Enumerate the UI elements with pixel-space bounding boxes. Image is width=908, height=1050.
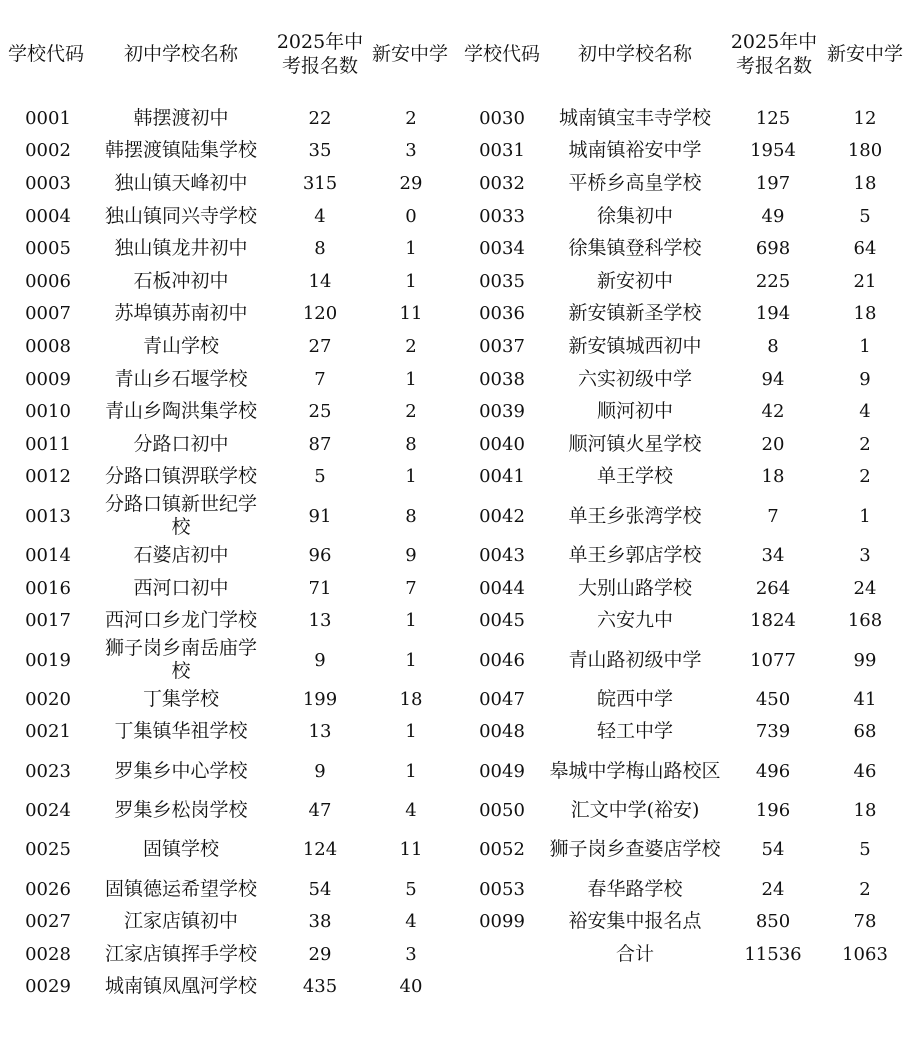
cell-count: 8 <box>767 335 779 357</box>
header-xinan: 新安中学 <box>826 43 903 65</box>
cell-count: 264 <box>755 577 791 599</box>
cell-name: 江家店镇挥手学校 <box>104 942 257 965</box>
cell-count: 34 <box>761 544 785 566</box>
table-row <box>456 938 908 971</box>
table-row <box>0 827 454 873</box>
cell-name: 固镇学校 <box>142 838 219 861</box>
table-row <box>456 637 908 683</box>
cell-name: 轻工中学 <box>596 720 673 743</box>
cell-code: 0010 <box>25 401 71 423</box>
cell-count: 125 <box>755 107 791 129</box>
table-row <box>0 794 454 827</box>
cell-name: 石板冲初中 <box>133 269 229 292</box>
header-name: 初中学校名称 <box>123 43 238 65</box>
table-row <box>0 135 454 168</box>
cell-xinan: 1 <box>405 238 417 260</box>
cell-code: 0025 <box>25 839 71 861</box>
cell-xinan: 8 <box>405 433 417 455</box>
cell-xinan: 18 <box>853 172 877 194</box>
cell-xinan: 24 <box>853 577 877 599</box>
cell-code: 0019 <box>25 649 71 671</box>
cell-code: 0001 <box>25 107 71 129</box>
cell-count: 7 <box>314 368 326 390</box>
cell-name: 青山路初级中学 <box>568 648 702 671</box>
cell-count: 35 <box>308 140 332 162</box>
cell-name: 新安初中 <box>596 269 673 292</box>
cell-count: 739 <box>755 721 791 743</box>
cell-name: 裕安集中报名点 <box>568 910 702 933</box>
cell-name: 独山镇龙井初中 <box>114 237 248 260</box>
table-row <box>0 493 454 539</box>
cell-xinan: 5 <box>405 878 417 900</box>
cell-xinan: 18 <box>399 688 423 710</box>
cell-name: 单王乡郭店学校 <box>568 543 702 566</box>
table-row <box>456 428 908 461</box>
cell-name: 合计 <box>615 942 654 965</box>
cell-count: 199 <box>302 688 338 710</box>
cell-xinan: 4 <box>859 401 871 423</box>
header-count: 2025年中考报名数 <box>276 31 364 77</box>
cell-xinan: 4 <box>405 911 417 933</box>
table-row <box>0 572 454 605</box>
cell-code: 0042 <box>479 505 525 527</box>
cell-code: 0035 <box>479 270 525 292</box>
cell-code: 0044 <box>479 577 525 599</box>
table-row <box>456 683 908 716</box>
cell-xinan: 1063 <box>842 943 888 965</box>
cell-name: 青山学校 <box>142 334 219 357</box>
cell-code: 0012 <box>25 466 71 488</box>
cell-code: 0005 <box>25 238 71 260</box>
table-row <box>456 232 908 265</box>
cell-count: 698 <box>755 238 791 260</box>
cell-name: 顺河初中 <box>596 400 673 423</box>
cell-xinan: 29 <box>399 172 423 194</box>
cell-xinan: 2 <box>859 466 871 488</box>
table-row <box>456 827 908 873</box>
cell-count: 496 <box>755 760 791 782</box>
cell-xinan: 1 <box>405 368 417 390</box>
cell-xinan: 41 <box>853 688 877 710</box>
table-row <box>456 265 908 298</box>
table-row <box>0 330 454 363</box>
cell-xinan: 18 <box>853 303 877 325</box>
cell-name: 固镇德运希望学校 <box>104 877 257 900</box>
cell-xinan: 64 <box>853 238 877 260</box>
cell-xinan: 1 <box>405 466 417 488</box>
cell-xinan: 1 <box>405 721 417 743</box>
table-row <box>0 200 454 233</box>
cell-count: 42 <box>761 401 785 423</box>
table-row <box>456 298 908 331</box>
cell-count: 47 <box>308 799 332 821</box>
cell-code: 0049 <box>479 760 525 782</box>
cell-xinan: 46 <box>853 760 877 782</box>
table-row <box>456 748 908 794</box>
cell-name: 城南镇凤凰河学校 <box>104 975 257 998</box>
cell-code: 0021 <box>25 721 71 743</box>
table-row <box>0 905 454 938</box>
cell-xinan: 4 <box>405 799 417 821</box>
table-row <box>456 539 908 572</box>
cell-xinan: 1 <box>859 335 871 357</box>
table-row <box>0 298 454 331</box>
cell-name: 独山镇同兴寺学校 <box>104 204 257 227</box>
cell-name: 春华路学校 <box>587 877 683 900</box>
cell-code: 0030 <box>479 107 525 129</box>
cell-code: 0007 <box>25 303 71 325</box>
cell-name: 丁集镇华祖学校 <box>114 720 248 743</box>
cell-name: 苏埠镇苏南初中 <box>114 302 248 325</box>
table-row <box>456 200 908 233</box>
cell-xinan: 5 <box>859 205 871 227</box>
cell-code: 0002 <box>25 140 71 162</box>
cell-count: 71 <box>308 577 332 599</box>
cell-xinan: 2 <box>859 878 871 900</box>
cell-count: 7 <box>767 505 779 527</box>
cell-xinan: 3 <box>405 943 417 965</box>
cell-code: 0034 <box>479 238 525 260</box>
cell-count: 11536 <box>744 943 802 965</box>
cell-code: 0043 <box>479 544 525 566</box>
cell-name: 新安镇新圣学校 <box>568 302 702 325</box>
table-row <box>456 330 908 363</box>
cell-xinan: 1 <box>405 760 417 782</box>
cell-count: 27 <box>308 335 332 357</box>
cell-code: 0029 <box>25 976 71 998</box>
cell-count: 54 <box>761 839 785 861</box>
cell-name: 石婆店初中 <box>133 543 229 566</box>
cell-count: 22 <box>308 107 332 129</box>
cell-code: 0013 <box>25 505 71 527</box>
table-row <box>0 395 454 428</box>
cell-xinan: 1 <box>405 649 417 671</box>
cell-count: 1077 <box>750 649 796 671</box>
table-row <box>456 461 908 494</box>
table-row <box>0 428 454 461</box>
cell-xinan: 168 <box>847 610 883 632</box>
cell-xinan: 99 <box>853 649 877 671</box>
cell-xinan: 11 <box>399 303 423 325</box>
cell-code: 0011 <box>25 433 71 455</box>
cell-count: 49 <box>761 205 785 227</box>
cell-count: 450 <box>755 688 791 710</box>
cell-count: 1954 <box>750 140 796 162</box>
table-row <box>456 363 908 396</box>
header-code: 学校代码 <box>463 43 540 65</box>
cell-code: 0052 <box>479 839 525 861</box>
cell-name: 江家店镇初中 <box>123 910 238 933</box>
cell-code: 0037 <box>479 335 525 357</box>
cell-code: 0032 <box>479 172 525 194</box>
cell-xinan: 1 <box>405 610 417 632</box>
cell-count: 225 <box>755 270 791 292</box>
cell-count: 91 <box>308 505 332 527</box>
cell-xinan: 2 <box>405 401 417 423</box>
header-count: 2025年中考报名数 <box>730 31 818 77</box>
table-row <box>456 135 908 168</box>
cell-xinan: 12 <box>853 107 877 129</box>
cell-name: 皋城中学梅山路校区 <box>549 759 721 782</box>
cell-count: 20 <box>761 433 785 455</box>
table-row <box>456 395 908 428</box>
cell-code: 0041 <box>479 466 525 488</box>
cell-count: 96 <box>308 544 332 566</box>
cell-xinan: 2 <box>405 107 417 129</box>
cell-name: 单王学校 <box>596 465 673 488</box>
cell-code: 0027 <box>25 911 71 933</box>
cell-count: 5 <box>314 466 326 488</box>
table-row <box>0 604 454 637</box>
cell-code <box>456 938 548 971</box>
cell-name: 丁集学校 <box>142 687 219 710</box>
cell-name: 汇文中学(裕安) <box>570 798 700 821</box>
cell-code: 0099 <box>479 911 525 933</box>
cell-count: 197 <box>755 172 791 194</box>
cell-code: 0031 <box>479 140 525 162</box>
table-row <box>0 637 454 683</box>
table-row <box>456 905 908 938</box>
cell-code: 0048 <box>479 721 525 743</box>
cell-count: 14 <box>308 270 332 292</box>
table-row <box>456 493 908 539</box>
cell-name: 青山乡石堰学校 <box>114 367 248 390</box>
table-row <box>0 539 454 572</box>
cell-xinan: 2 <box>405 335 417 357</box>
cell-count: 87 <box>308 433 332 455</box>
cell-name: 大别山路学校 <box>577 576 692 599</box>
cell-name: 城南镇裕安中学 <box>568 139 702 162</box>
cell-xinan: 68 <box>853 721 877 743</box>
header-xinan: 新安中学 <box>372 43 449 65</box>
cell-xinan: 5 <box>859 839 871 861</box>
cell-count: 124 <box>302 839 338 861</box>
cell-count: 94 <box>761 368 785 390</box>
cell-name: 六实初级中学 <box>577 367 692 390</box>
cell-code: 0008 <box>25 335 71 357</box>
cell-count: 13 <box>308 610 332 632</box>
cell-code: 0017 <box>25 610 71 632</box>
cell-xinan: 180 <box>847 140 883 162</box>
cell-xinan: 78 <box>853 911 877 933</box>
table-row <box>456 716 908 749</box>
cell-name: 平桥乡高皇学校 <box>568 171 702 194</box>
cell-code: 0009 <box>25 368 71 390</box>
cell-name: 城南镇宝丰寺学校 <box>558 106 711 129</box>
cell-code: 0024 <box>25 799 71 821</box>
cell-name: 分路口初中 <box>133 432 229 455</box>
cell-name: 罗集乡松岗学校 <box>114 798 248 821</box>
cell-xinan: 1 <box>405 270 417 292</box>
cell-code: 0045 <box>479 610 525 632</box>
table-row <box>0 683 454 716</box>
cell-code: 0020 <box>25 688 71 710</box>
cell-name: 分路口镇淠联学校 <box>104 465 257 488</box>
cell-count: 194 <box>755 303 791 325</box>
cell-name: 顺河镇火星学校 <box>568 432 702 455</box>
cell-code: 0004 <box>25 205 71 227</box>
cell-count: 18 <box>761 466 785 488</box>
header-name: 初中学校名称 <box>577 43 692 65</box>
table-row <box>456 102 908 135</box>
cell-name: 狮子岗乡查婆店学校 <box>549 838 721 861</box>
table-row <box>456 167 908 200</box>
cell-xinan: 3 <box>859 544 871 566</box>
cell-count: 24 <box>761 878 785 900</box>
cell-code: 0046 <box>479 649 525 671</box>
cell-xinan: 21 <box>853 270 877 292</box>
cell-code: 0006 <box>25 270 71 292</box>
cell-xinan: 2 <box>859 433 871 455</box>
cell-name: 皖西中学 <box>596 687 673 710</box>
table-row <box>0 265 454 298</box>
cell-code: 0033 <box>479 205 525 227</box>
cell-count: 435 <box>302 976 338 998</box>
cell-count: 9 <box>314 760 326 782</box>
cell-name: 罗集乡中心学校 <box>114 759 248 782</box>
table-row <box>0 232 454 265</box>
cell-code: 0039 <box>479 401 525 423</box>
cell-name: 徐集初中 <box>596 204 673 227</box>
cell-xinan: 9 <box>859 368 871 390</box>
cell-count: 38 <box>308 911 332 933</box>
cell-count: 13 <box>308 721 332 743</box>
table-row <box>456 873 908 906</box>
table-row <box>456 794 908 827</box>
cell-code: 0038 <box>479 368 525 390</box>
cell-name: 六安九中 <box>596 609 673 632</box>
cell-code: 0014 <box>25 544 71 566</box>
cell-xinan: 3 <box>405 140 417 162</box>
table-row <box>0 873 454 906</box>
cell-name: 青山乡陶洪集学校 <box>104 400 257 423</box>
cell-name: 韩摆渡镇陆集学校 <box>104 139 257 162</box>
cell-count: 1824 <box>750 610 796 632</box>
table-row <box>0 461 454 494</box>
cell-code: 0050 <box>479 799 525 821</box>
cell-count: 8 <box>314 238 326 260</box>
cell-code: 0028 <box>25 943 71 965</box>
cell-xinan: 8 <box>405 505 417 527</box>
cell-code: 0040 <box>479 433 525 455</box>
cell-xinan: 0 <box>405 205 417 227</box>
table-row <box>456 572 908 605</box>
table-row <box>456 604 908 637</box>
table-row <box>0 748 454 794</box>
header-code: 学校代码 <box>7 43 84 65</box>
cell-count: 25 <box>308 401 332 423</box>
cell-count: 196 <box>755 799 791 821</box>
cell-code: 0016 <box>25 577 71 599</box>
cell-count: 850 <box>755 911 791 933</box>
cell-name: 狮子岗乡南岳庙学校 <box>104 637 257 682</box>
cell-count: 9 <box>314 649 326 671</box>
cell-code: 0053 <box>479 878 525 900</box>
cell-count: 120 <box>302 303 338 325</box>
cell-xinan: 7 <box>405 577 417 599</box>
cell-count: 54 <box>308 878 332 900</box>
cell-code: 0003 <box>25 172 71 194</box>
cell-xinan: 1 <box>859 505 871 527</box>
cell-xinan: 40 <box>399 976 423 998</box>
table-row <box>0 102 454 135</box>
cell-name: 分路口镇新世纪学校 <box>104 493 257 539</box>
cell-count: 315 <box>302 172 338 194</box>
cell-code: 0026 <box>25 878 71 900</box>
cell-name: 徐集镇登科学校 <box>568 237 702 260</box>
table-row <box>0 938 454 971</box>
cell-name: 韩摆渡初中 <box>133 106 229 129</box>
cell-name: 独山镇天峰初中 <box>114 171 248 194</box>
cell-code: 0036 <box>479 303 525 325</box>
table-row <box>0 363 454 396</box>
cell-name: 西河口初中 <box>133 576 229 599</box>
table-row <box>0 971 454 1004</box>
cell-xinan: 18 <box>853 799 877 821</box>
cell-name: 单王乡张湾学校 <box>568 504 702 527</box>
cell-xinan: 11 <box>399 839 423 861</box>
cell-code: 0023 <box>25 760 71 782</box>
cell-name: 西河口乡龙门学校 <box>104 609 257 632</box>
cell-count: 29 <box>308 943 332 965</box>
cell-code: 0047 <box>479 688 525 710</box>
table-row <box>0 716 454 749</box>
table-row <box>0 167 454 200</box>
cell-count: 4 <box>314 205 326 227</box>
cell-name: 新安镇城西初中 <box>568 334 702 357</box>
cell-xinan: 9 <box>405 544 417 566</box>
